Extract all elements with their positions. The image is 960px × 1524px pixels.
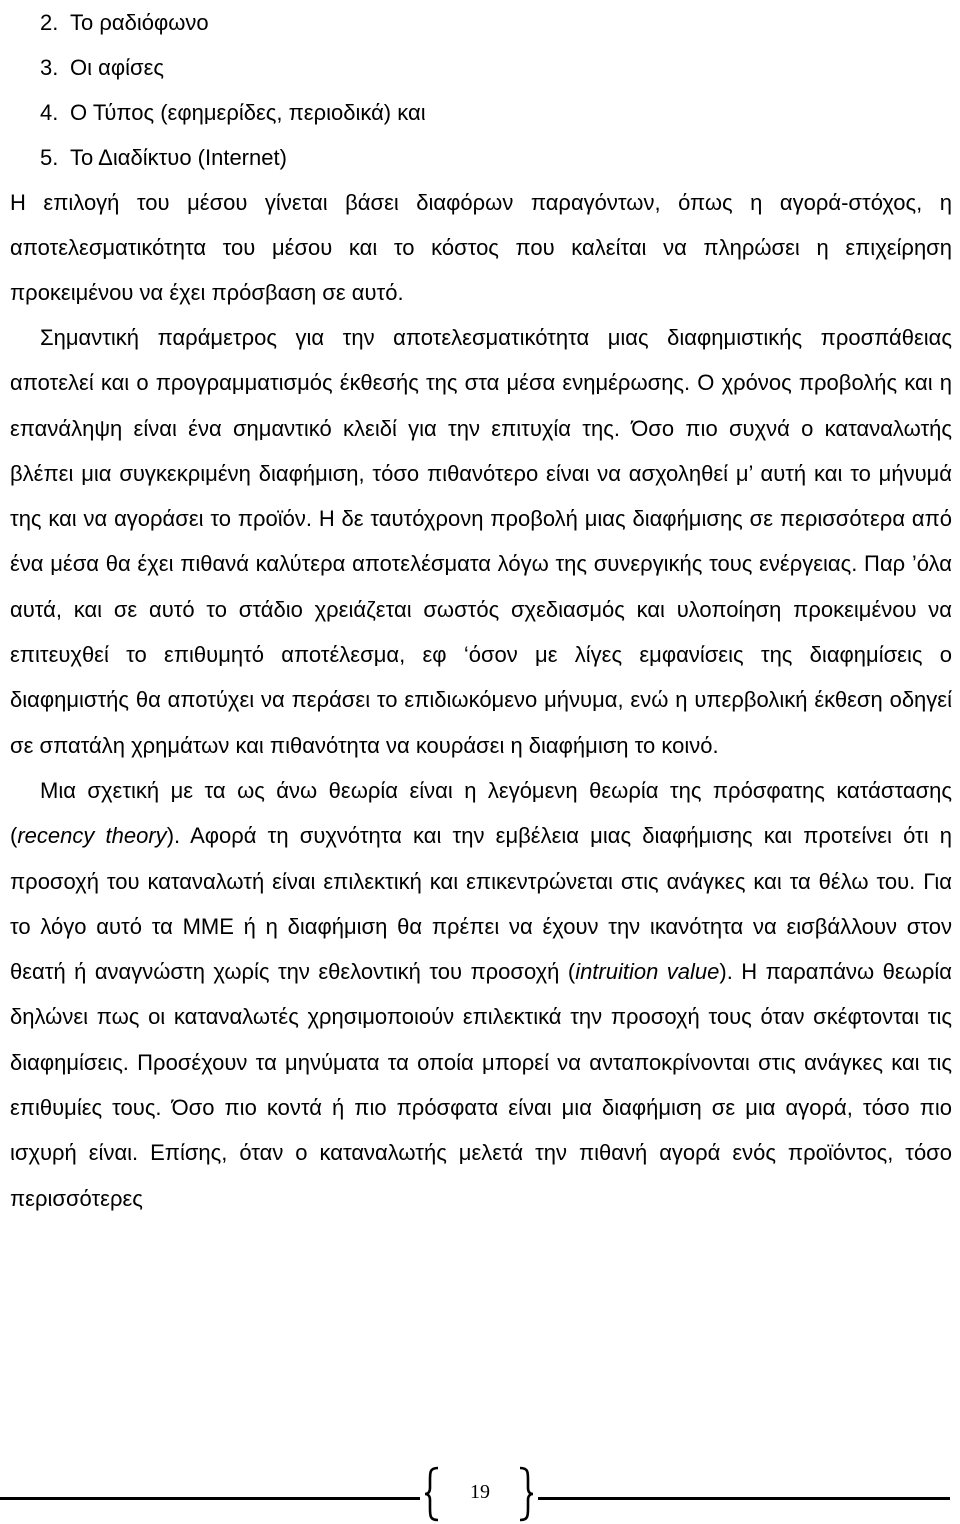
list-item-number: 4. xyxy=(40,100,59,125)
left-brace-icon xyxy=(424,1466,442,1522)
list-item-text: Ο Τύπος (εφημερίδες, περιοδικά) και xyxy=(70,100,426,125)
list-item-text: Το ραδιόφωνο xyxy=(70,10,209,35)
list-item xyxy=(10,90,952,135)
list-item xyxy=(10,45,952,90)
list-item xyxy=(10,0,952,45)
term-recency-theory: recency theory xyxy=(17,823,167,849)
term-intruition-value: intruition value xyxy=(575,959,720,985)
list-item xyxy=(10,135,952,180)
footer-rule-right xyxy=(538,1497,950,1500)
media-list xyxy=(10,0,952,180)
list-item-text: Το Διαδίκτυο (Internet) xyxy=(70,145,287,170)
list-item-number: 2. xyxy=(40,10,59,35)
paragraph-text: Μια σχετική με τα ως άνω θεωρία είναι η λεγόμενη θεωρία της πρόσφατης κατάστασης ( xyxy=(10,777,952,849)
paragraph-text: ). Αφορά τη συχνότητα και την εμβέλεια μιας διαφήμισης και προτείνει ότι η προσοχή του καταναλωτή είναι επιλεκτική και επικεντρώνεται στις ανάγκες και τα θέλω του. Για το λόγο αυτό τα ΜΜΕ ή η διαφήμιση θα πρέπει να έχουν την ικανότητα να εισβάλλουν στον θεατή ή αναγνώστη χωρίς την εθελοντική του προσοχή ( xyxy=(10,823,953,985)
list-item-number: 3. xyxy=(40,55,59,80)
right-brace-icon xyxy=(516,1466,534,1522)
footer-rule-left xyxy=(0,1497,420,1500)
list-item-text: Οι αφίσες xyxy=(70,55,164,80)
list-item-number: 5. xyxy=(40,145,59,170)
paragraph-recency-theory xyxy=(10,768,952,1221)
paragraph-scheduling: Σημαντική παράμετρος για την αποτελεσματικότητα μιας διαφημιστικής προσπάθειας αποτελεί και ο προγραμματισμός έκθεσής της στα μέσα ενημέρωσης. Ο χρόνος προβολής και η επανάληψη είναι ένα σημαντικό κλειδί για την επιτυχία της. Όσο πιο συχνά ο καταναλωτής βλέπει μια συγκεκριμένη διαφήμιση, τόσο πιθανότερο είναι να ασχοληθεί μ’ αυτή και το μήνυμά της και να αγοράσει το προϊόν. Η δε ταυτόχρονη προβολή μιας διαφήμισης σε περισσότερα από ένα μέσα θα έχει πιθανά καλύτερα αποτελέσματα λόγω της συνεργικής τους ενέργειας. Παρ ’όλα αυτά, και σε αυτό το στάδιο χρειάζεται σωστός σχεδιασμός και υλοποίηση προκειμένου να επιτευχθεί το επιθυμητό αποτέλεσμα, εφ ‘όσον με λίγες εμφανίσεις της διαφημίσεις ο διαφημιστής θα αποτύχει να περάσει το επιδιωκόμενο μήνυμα, ενώ η υπερβολική έκθεση οδηγεί σε σπατάλη χρημάτων και πιθανότητα να κουράσει η διαφήμιση το κοινό. xyxy=(10,325,952,758)
page-number: 19 xyxy=(470,1481,490,1503)
document-page xyxy=(10,0,952,1221)
paragraph-text: ). Η παραπάνω θεωρία δηλώνει πως οι καταναλωτές χρησιμοποιούν επιλεκτικά την προσοχή τους όταν σκέφτονται τις διαφημίσεις. Προσέχουν τα μηνύματα τα οποία μπορεί να ανταποκρίνονται στις ανάγκες και τις επιθυμίες τους. Όσο πιο κοντά ή πιο πρόσφατα είναι μια διαφήμιση σε μια αγορά, τόσο πιο ισχυρή είναι. Επίσης, όταν ο καταναλωτής μελετά την πιθανή αγορά ενός προϊόντος, τόσο περισσότερες xyxy=(10,959,952,1211)
paragraph-media-selection: Η επιλογή του μέσου γίνεται βάσει διαφόρων παραγόντων, όπως η αγορά-στόχος, η αποτελεσματικότητα του μέσου και το κόστος που καλείται να πληρώσει η επιχείρηση προκειμένου να έχει πρόσβαση σε αυτό. xyxy=(10,190,952,305)
page-footer xyxy=(0,1466,960,1524)
